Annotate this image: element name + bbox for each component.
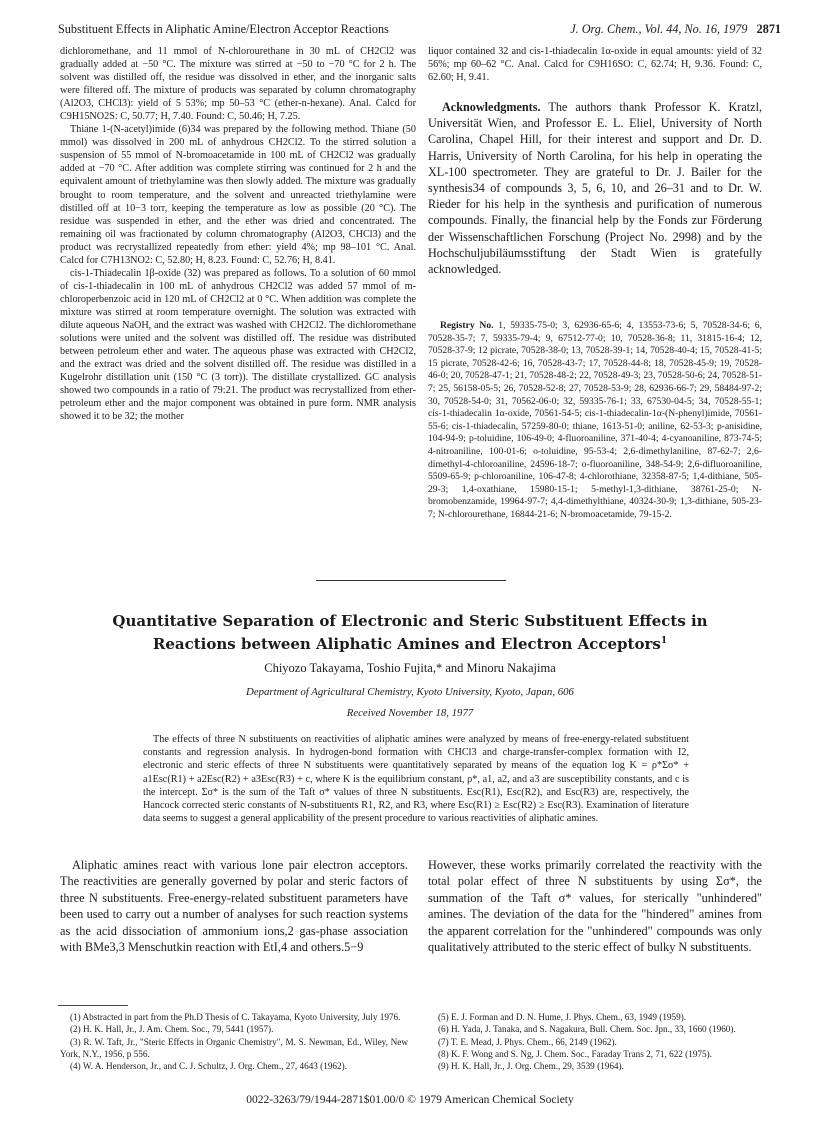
footnote: (8) K. F. Wong and S. Ng, J. Chem. Soc., Faraday Trans 2, 71, 622 (1975). bbox=[438, 1048, 712, 1059]
page-number: 2871 bbox=[756, 22, 781, 36]
footnote: (3) R. W. Taft, Jr., "Steric Effects in Organic Chemistry", M. S. Newman, Ed., Wiley, New York, N.Y., 1956, p 556. bbox=[60, 1036, 408, 1059]
footnote: (4) W. A. Henderson, Jr., and C. J. Schultz, J. Org. Chem., 27, 4643 (1962). bbox=[70, 1061, 347, 1072]
title-footnote-mark: 1 bbox=[660, 636, 668, 646]
paragraph: dichloromethane, and 11 mmol of N-chlorourethane in 30 mL of CH2Cl2 was gradually added at −50 °C. The mixture was stirred at −50 to −70 °C for 2 h. The solvent was distilled off, the residue was dissolved in ether, and the inorganic salts were filtered off. The mixture of products was separated by column chromatography (Al2O3, CHCl3): yield of 5 53%; mp 50–53 °C (ether-n-hexane). Anal. Calcd for C9H15NO2S: C, 50.77; H, 7.40. Found: C, 50.46; H, 7.25. bbox=[60, 46, 416, 123]
footnote: (9) H. K. Hall, Jr., J. Org. Chem., 29, 3539 (1964). bbox=[438, 1061, 624, 1072]
registry-heading: Registry No. bbox=[440, 320, 494, 331]
footnote: (1) Abstracted in part from the Ph.D Thesis of C. Takayama, Kyoto University, July 1976. bbox=[70, 1012, 401, 1022]
body-paragraph: Aliphatic amines react with various lone pair electron acceptors. The reactivities are generally governed by polar and steric factors of three N substituents. Free-energy-related substituent parameters have been used to carry out a number of analyses for such reaction systems as the acid dissociation of ammonium ions,2 gas-phase association with BMe3,3 Menschutkin reaction with EtI,4 and others.5−9 bbox=[60, 858, 408, 955]
paragraph: cis-1-Thiadecalin 1β-oxide (32) was prepared as follows. To a solution of 60 mmol of cis-1-thiadecalin in 100 mL of anhydrous CH2Cl2 was added 57 mmol of m-chloroperbenzoic acid in 120 mL of CH2Cl2 at 0 °C. When addition was complete the mixture was stirred at room temperature overnight. The solution was extracted with dilute aqueous NaOH, and the extract was washed with CH2Cl2. The dichloromethane solutions were united and the solvent was distilled off. The residue was distributed between petroleum ether and water. The aqueous phase was extracted with CH2Cl2, and the extract was dried and the solvent distilled off. The residue was distilled in a Kugelrohr distillation unit (150 °C (3 torr)). The distillate crystallized. GC analysis showed two compounds in a ratio of 79:21. The product was recrystallized from ether-petroleum ether and the major component was obtained in pure form. NMR analysis showed it to be 32; the mother bbox=[60, 267, 416, 423]
footnote: (6) H. Yada, J. Tanaka, and S. Nagakura, Bull. Chem. Soc. Jpn., 33, 1660 (1960). bbox=[438, 1024, 736, 1035]
footnote: (2) H. K. Hall, Jr., J. Am. Chem. Soc., 79, 5441 (1957). bbox=[70, 1024, 274, 1035]
journal-name: J. Org. Chem., bbox=[570, 22, 642, 36]
footnotes-right bbox=[428, 1011, 762, 1072]
paragraph: Thiane 1-(N-acetyl)imide (6)34 was prepared by the following method. Thiane (50 mmol) was dissolved in 200 mL of anhydrous CH2Cl2. To the stirred solution a suspension of 55 mmol of N-bromoacetamide in 100 mL of CH2Cl2 was gradually added at −70 °C. After addition was complete stirring was continued for 2 h and the equivalent amount of triethylamine was then slowly added. The mixture was gradually brought to room temperature, and the solvent and unreacted triethylamine were distilled off at 10−3 torr, keeping the temperature as low as possible (20 °C). The residue was suspended in ether, and the ether was dried and concentrated. The remaining oil was fractionated by column chromatography (Al2O3, CHCl3) and the product was recrystallized repeatedly from ether: yield 4%; mp 98–101 °C. Anal. Calcd for C7H13NO2: C, 52.80; H, 8.23. Found: C, 52.76; H, 8.41. bbox=[60, 124, 416, 266]
article-title bbox=[60, 611, 760, 654]
left-column bbox=[60, 45, 416, 423]
journal-volume: Vol. 44, No. 16, 1979 bbox=[644, 22, 748, 36]
footnote-rule bbox=[58, 1005, 128, 1006]
journal-citation bbox=[570, 22, 781, 37]
authors: Chiyozo Takayama, Toshio Fujita,* and Minoru Nakajima bbox=[264, 661, 556, 675]
running-title: Substituent Effects in Aliphatic Amine/Electron Acceptor Reactions bbox=[58, 22, 389, 36]
footnotes-left bbox=[60, 1011, 408, 1072]
right-column bbox=[428, 45, 762, 84]
copyright-footer: 0022-3263/79/1944-2871$01.00/0 © 1979 American Chemical Society bbox=[246, 1094, 574, 1106]
abstract: The effects of three N substituents on reactivities of aliphatic amines were analyzed by means of free-energy-related substituent constants and regression analysis. In hydrogen-bond formation with CHCl3 and charge-transfer-complex formation with I2, electronic and steric effects of three N substituents were quantitatively separated by means of the equation log K = ρ*Σσ* + a1Esc(R1) + a2Esc(R2) + a3Esc(R3) + c, where K is the equilibrium constant, ρ*, a1, a2, and a3 are susceptibility constants, and c is the intercept. Σσ* is the sum of the Taft σ* values of three N substituents. Esc(R1), Esc(R2), and Esc(R3) are, respectively, the Hancock corrected steric constants of N-substituents R1, R2, and R3, where Esc(R1) ≥ Esc(R2) ≥ Esc(R3). Examination of literature data seems to suggest a general applicability of the present procedure to various reactivities of aliphatic amines. bbox=[143, 734, 689, 825]
ack-heading: Acknowledgments. bbox=[442, 100, 541, 114]
body-right-column bbox=[428, 857, 762, 955]
ack-text: The authors thank Professor K. Kratzl, Universität Wien, and Professor E. L. Eliel, University of North Carolina, Chapel Hill, for their interest and support and Dr. D. Harris, University of North Carolina, for his help in operating the XL-100 spectrometer. They are grateful to Dr. J. Bailer for the synthesis34 of compounds 3, 5, 6, 10, and 26–31 and to Dr. W. Rieder for his help in the synthesis and purification of numerous compounds. Finally, the financial help by the Fonds zur Förderung der Wissenschaftlichen Forschung (Project No. 2998) and by the Hochschuljubiläumsstiftung der Stadt Wien is gratefully acknowledged. bbox=[428, 100, 763, 277]
footnote: (7) T. E. Mead, J. Phys. Chem., 66, 2149 (1962). bbox=[438, 1036, 617, 1047]
section-divider bbox=[316, 580, 506, 581]
footnote: (5) E. J. Forman and D. N. Hume, J. Phys. Chem., 63, 1949 (1959). bbox=[438, 1012, 687, 1022]
acknowledgments bbox=[428, 99, 762, 277]
body-left-column bbox=[60, 857, 408, 955]
body-paragraph: However, these works primarily correlated the reactivity with the total polar effect of three N substituents by using Σσ*, the summation of the Taft σ* values, for sterically "unhindered" amines. The deviation of the data for the "hindered" amines from the apparent correlation for the "unhindered" compounds was only qualitatively attributed to the steric effect of bulky N substituents. bbox=[428, 858, 762, 955]
title-line: Reactions between Aliphatic Amines and Electron Acceptors bbox=[152, 635, 661, 653]
title-line: Quantitative Separation of Electronic and Steric Substituent Effects in bbox=[112, 612, 708, 630]
paragraph: liquor contained 32 and cis-1-thiadecalin 1α-oxide in equal amounts: yield of 32 56%; mp 60–62 °C. Anal. Calcd for C9H16SO: C, 62.74; H, 9.36. Found: C, 62.60; H, 9.41. bbox=[428, 46, 762, 84]
received-date: Received November 18, 1977 bbox=[346, 707, 474, 719]
affiliation: Department of Agricultural Chemistry, Kyoto University, Kyoto, Japan, 606 bbox=[246, 686, 574, 698]
registry-text: 1, 59335-75-0; 3, 62936-65-6; 4, 13553-73-6; 5, 70528-34-6; 6, 70528-35-7; 7, 59335-79-4; 9, 67512-77-0; 10, 70528-36-8; 11, 31815-16-4; 12, 70528-37-9; 12 picrate, 70528-38-0; 13, 70528-39-1; 14, 70528-40-4; 15, 70528-41-5; 15 picrate, 70528-42-6; 16, 70528-43-7; 17, 70528-44-8; 18, 70528-45-9; 19, 70528-46-0; 20, 70528-47-1; 21, 70528-48-2; 22, 70528-49-3; 23, 70528-50-6; 24, 70528-51-7; 25, 56158-05-5; 26, 70528-52-8; 27, 70528-53-9; 28, 62936-66-7; 29, 58484-97-2; 30, 70528-54-0; 31, 70562-06-0; 32, 59335-76-1; 33, 67530-04-5; 34, 70528-55-1; cis-1-thiadecalin 1α-oxide, 70561-54-5; cis-1-thiadecalin-1α-(N-phenyl)imide, 70561-55-6; cis-1-thiadecalin, 57259-80-0; thiane, 1613-51-0; aniline, 62-53-3; p-anisidine, 104-94-9; p-toluidine, 106-49-0; 4-fluoroaniline, 371-40-4; 4-cyanoaniline, 873-74-5; 4-nitroaniline, 100-01-6; o-toluidine, 95-53-4; 2,6-dimethylaniline, 87-62-7; 2,6-dimethyl-4-chloroaniline, 24596-18-7; o-fluoroaniline, 348-54-9; 2,6-difluoroaniline, 5509-65-9; p-chloroaniline, 106-47-8; 4-chlorothiane, 32358-87-5; 1,4-dithiane, 505-29-3; 1,4-oxathiane, 15980-15-1; 5-methyl-1,3-dithiane, 38761-25-0; N-bromobenzamide, 19964-97-7; 4,4-dimethylthiane, 40324-30-9; 1,3-dithiane, 505-23-7; N-chlorourethane, 16844-21-6; N-bromoacetamide, 79-15-2. bbox=[428, 320, 763, 520]
registry-numbers bbox=[428, 320, 762, 522]
